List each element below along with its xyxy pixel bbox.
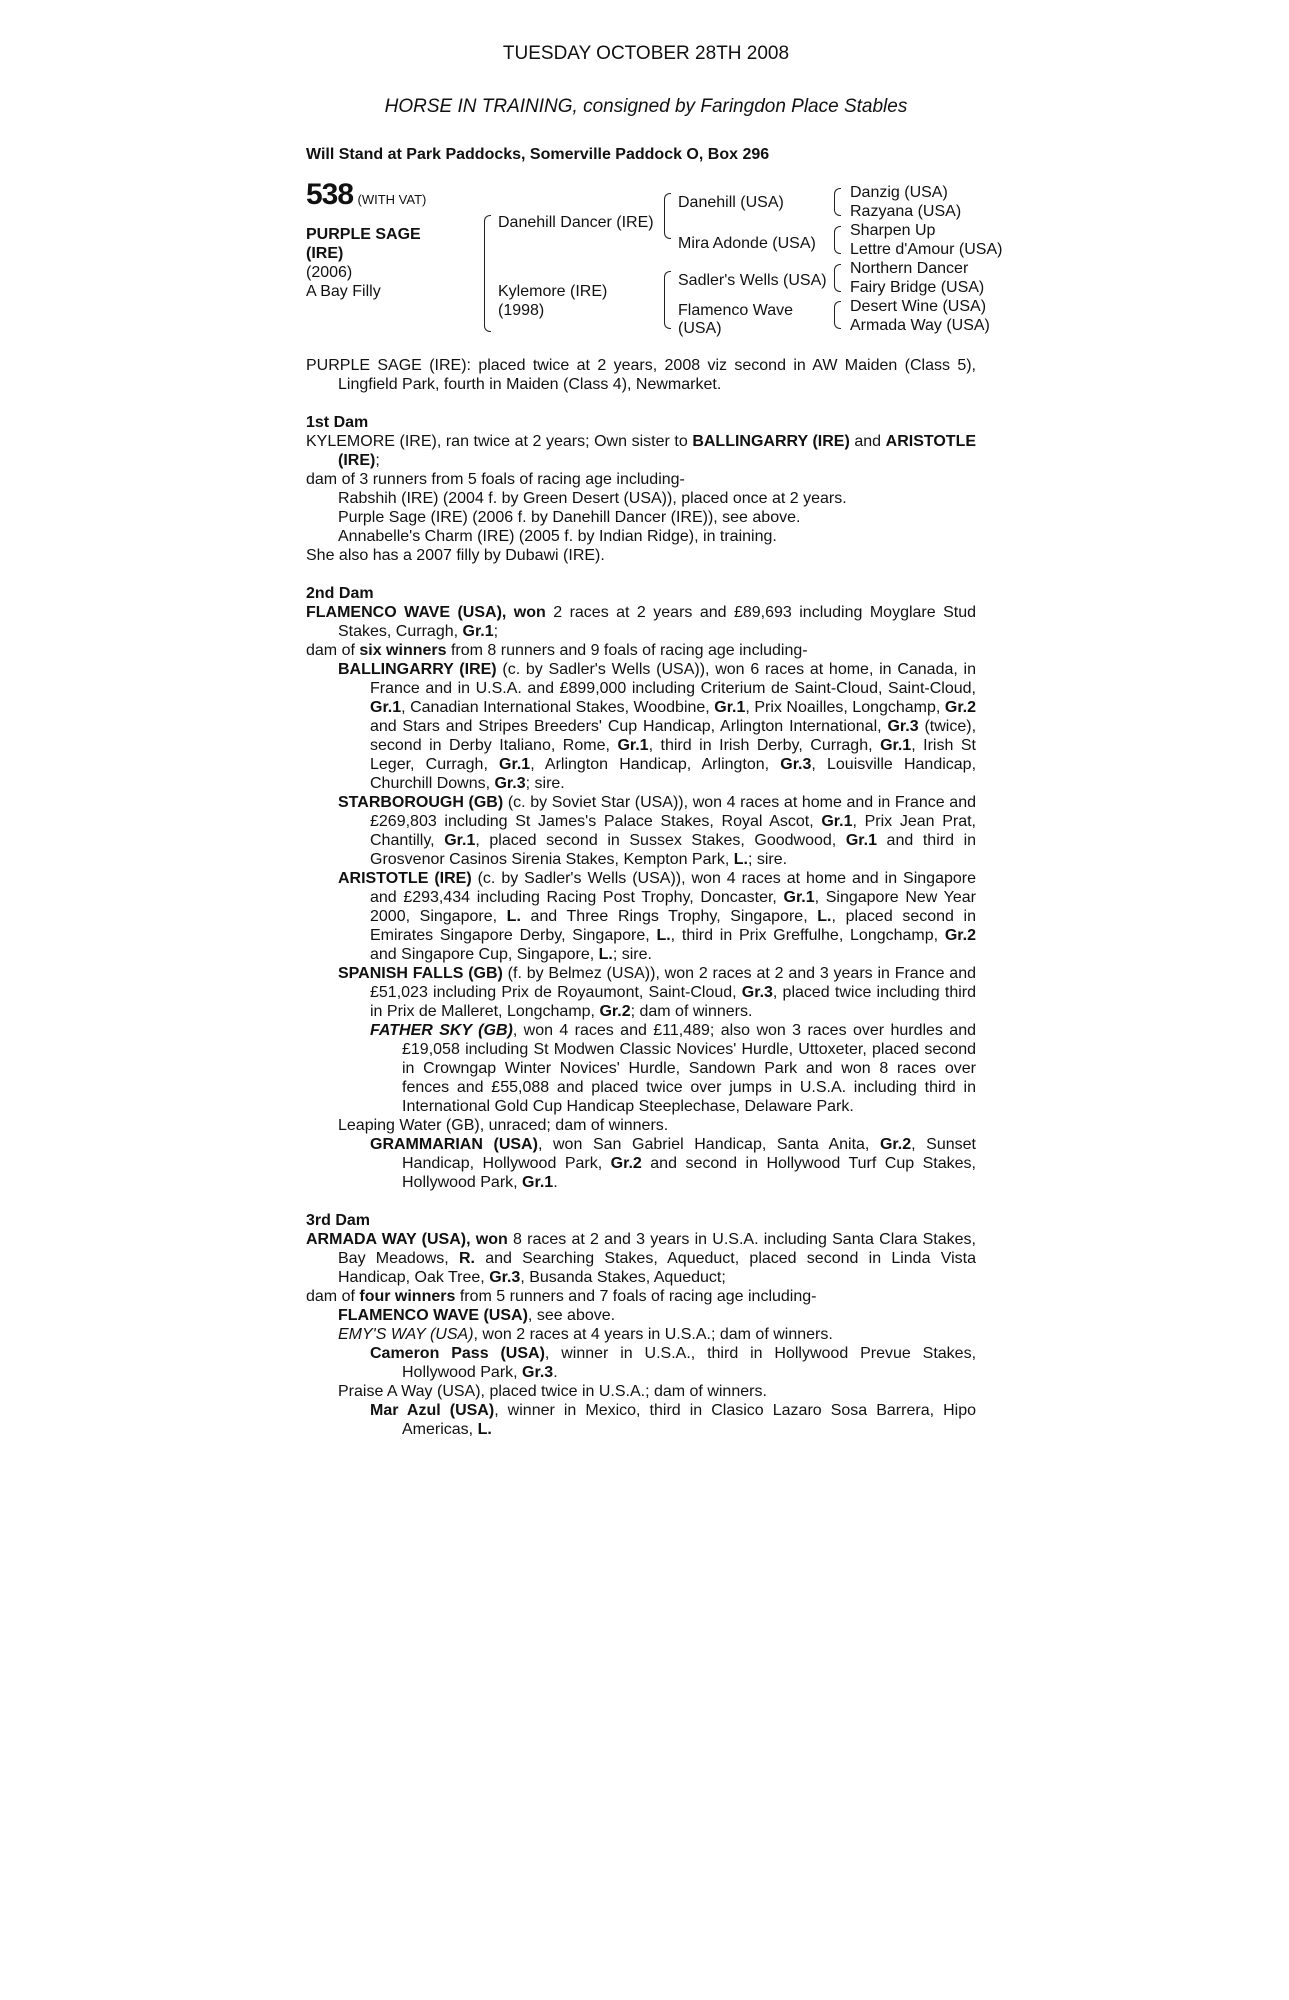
produce-entry xyxy=(306,660,976,793)
bold-run: Gr.1 xyxy=(522,1174,554,1191)
text-run: , Prix Noailles, Longchamp, xyxy=(745,699,945,716)
text-run: dam of xyxy=(306,1288,360,1305)
text-run: (c. by Soviet Star (USA)), won 4 races at home and in France and £269,803 including St James's Palace Stakes, Royal Ascot, xyxy=(370,794,976,830)
text-run: , placed second in Sussex Stakes, Goodwood, xyxy=(475,832,846,849)
dam-line2: (1998) xyxy=(498,302,545,319)
bold-run: Gr.1 xyxy=(821,813,853,830)
produce-entry xyxy=(306,964,976,1021)
text-run: and Three Rings Trophy, Singapore, xyxy=(520,908,818,925)
g3-1: Danzig (USA) xyxy=(850,184,948,201)
lot-number: 538 xyxy=(306,178,354,211)
bold-run: four winners xyxy=(359,1288,456,1305)
bold-run: Gr.3 xyxy=(887,718,919,735)
text-run: , Singapore New Year 2000, Singapore, xyxy=(370,889,976,925)
grandproduce-entry xyxy=(306,1135,976,1192)
third-dam-heading: 3rd Dam xyxy=(306,1212,371,1229)
bold-run: Gr.2 xyxy=(610,1155,642,1172)
g3-5: Northern Dancer xyxy=(850,260,969,277)
g3-4: Lettre d'Amour (USA) xyxy=(850,241,1003,258)
text-run: . xyxy=(553,1364,558,1381)
text-run: ; dam of winners. xyxy=(630,1003,753,1020)
third-dam-intro xyxy=(306,1230,976,1287)
bold-run: Gr.3 xyxy=(780,756,812,773)
text-run: , winner in U.S.A., third in Hollywood Prevue Stakes, Hollywood Park, xyxy=(402,1345,977,1381)
bold-run: Gr.3 xyxy=(741,984,773,1001)
bold-run: Gr.2 xyxy=(944,699,977,716)
bold-run: Gr.3 xyxy=(494,775,526,792)
first-dam-note: She also has a 2007 filly by Dubawi (IRE). xyxy=(306,547,605,564)
sire: Danehill Dancer (IRE) xyxy=(498,214,654,231)
text-run: . xyxy=(553,1174,558,1191)
brace-sire xyxy=(664,193,671,239)
first-dam-produce: dam of 3 runners from 5 foals of racing age including- xyxy=(306,471,685,488)
second-dam-produce: dam of six winners from 8 runners and 9 foals of racing age including- xyxy=(306,642,808,659)
text-run: ; sire. xyxy=(747,851,788,868)
foal-entry: Annabelle's Charm (IRE) (2005 f. by Indian Ridge), in training. xyxy=(338,528,777,545)
g3-8: Armada Way (USA) xyxy=(850,317,990,334)
bold-run: L. xyxy=(817,908,832,925)
sire-sire: Danehill (USA) xyxy=(678,194,784,211)
text-run: (twice), second in Derby Italiano, Rome, xyxy=(370,718,977,754)
text-run: from 5 runners and 7 foals of racing age including- xyxy=(455,1288,817,1305)
bold-run: FATHER SKY (GB) xyxy=(370,1022,513,1039)
bold-run: Gr.3 xyxy=(522,1364,554,1381)
text-run: , Canadian International Stakes, Woodbine, xyxy=(401,699,715,716)
brace-g1 xyxy=(834,188,841,216)
text-run: ; sire. xyxy=(612,946,652,963)
bold-run: Gr.3 xyxy=(489,1269,521,1286)
first-dam-heading: 1st Dam xyxy=(306,414,369,431)
lot-number-line xyxy=(306,178,427,211)
brace-dam xyxy=(664,271,671,329)
horse-name-line2: (IRE) xyxy=(306,245,344,262)
text-run: (c. by Sadler's Wells (USA)), won 4 races at home and in Singapore and £293,434 including Racing Post Trophy, Doncaster, xyxy=(370,870,976,906)
bold-run: Gr.1 xyxy=(880,737,912,754)
text-run: , won 2 races at 4 years in U.S.A.; dam of winners. xyxy=(473,1326,833,1343)
bold-run: L. xyxy=(656,927,671,944)
vat-note: (WITH VAT) xyxy=(357,192,427,207)
text-run: and second in Hollywood Turf Cup Stakes, Hollywood Park, xyxy=(402,1155,976,1191)
horse-name-line1: PURPLE SAGE xyxy=(306,226,421,243)
dam-line1: Kylemore (IRE) xyxy=(498,283,608,300)
dam-dam-line1: Flamenco Wave xyxy=(678,302,793,319)
bold-run: FLAMENCO WAVE (USA) xyxy=(338,1307,528,1324)
sire-dam: Mira Adonde (USA) xyxy=(678,235,816,252)
text-run: , Prix Jean Prat, Chantilly, xyxy=(370,813,977,849)
g3-3: Sharpen Up xyxy=(850,222,936,239)
bold-run: Cameron Pass (USA) xyxy=(370,1345,545,1362)
text-run: EMY'S WAY (USA) xyxy=(338,1326,474,1343)
text-run: and Searching Stakes, Aqueduct, placed second in Linda Vista Handicap, Oak Tree, xyxy=(338,1250,976,1286)
horse-description: A Bay Filly xyxy=(306,283,381,300)
bold-run: Mar Azul (USA) xyxy=(370,1402,495,1419)
bold-run: L. xyxy=(598,946,613,963)
race-summary: PURPLE SAGE (IRE): placed twice at 2 years, 2008 viz second in AW Maiden (Class 5), Lingfield Park, fourth in Maiden (Class 4), Newmarket. xyxy=(306,357,976,393)
bold-run: Gr.1 xyxy=(499,756,531,773)
produce-entry xyxy=(306,1306,976,1325)
text-run: (f. by Belmez (USA)), won 2 races at 2 and 3 years in France and £51,023 including Prix de Royaumont, Saint-Cloud, xyxy=(370,965,976,1001)
produce-entry xyxy=(306,1325,976,1344)
dam-sire: Sadler's Wells (USA) xyxy=(678,272,827,289)
brace-g4 xyxy=(834,301,841,329)
text-run: ; sire. xyxy=(525,775,565,792)
bold-run: Gr.2 xyxy=(944,927,976,944)
text-run: , Louisville Handicap, Churchill Downs, xyxy=(370,756,977,792)
third-dam-produce xyxy=(306,1287,976,1306)
bold-run: BALLINGARRY (IRE) xyxy=(338,661,497,678)
brace-gen1 xyxy=(484,215,491,332)
g3-2: Razyana (USA) xyxy=(850,203,962,220)
text-run: and third in Grosvenor Casinos Sirenia Stakes, Kempton Park, xyxy=(370,832,977,868)
text-run: and Stars and Stripes Breeders' Cup Handicap, Arlington International, xyxy=(370,718,888,735)
text-run: , Sunset Handicap, Hollywood Park, xyxy=(402,1136,976,1172)
bold-run: Gr.1 xyxy=(370,699,402,716)
bold-run: Gr.1 xyxy=(783,889,815,906)
foal-entry: Rabshih (IRE) (2004 f. by Green Desert (USA)), placed once at 2 years. xyxy=(338,490,847,507)
bold-run: Gr.2 xyxy=(599,1003,631,1020)
bold-run: Gr.1 xyxy=(444,832,476,849)
bold-run: L. xyxy=(733,851,748,868)
bold-run: Gr.1 xyxy=(845,832,877,849)
g3-7: Desert Wine (USA) xyxy=(850,298,987,315)
produce-entry xyxy=(306,793,976,869)
bold-run: Gr.1 xyxy=(714,699,746,716)
sale-date: TUESDAY OCTOBER 28TH 2008 xyxy=(502,43,790,64)
dam-dam-line2: (USA) xyxy=(678,320,722,337)
bold-run: L. xyxy=(477,1421,492,1438)
bold-run: GRAMMARIAN (USA) xyxy=(370,1136,538,1153)
bold-run: L. xyxy=(506,908,521,925)
bold-run: SPANISH FALLS (GB) xyxy=(338,965,503,982)
bold-run: ARMADA WAY (USA), won xyxy=(306,1231,508,1248)
text-run: , Irish St Leger, Curragh, xyxy=(370,737,977,773)
g3-6: Fairy Bridge (USA) xyxy=(850,279,985,296)
text-run: , winner in Mexico, third in Clasico Lazaro Sosa Barrera, Hipo Americas, xyxy=(402,1402,976,1438)
bold-run: ARISTOTLE (IRE) xyxy=(338,870,472,887)
bold-run: STARBOROUGH (GB) xyxy=(338,794,504,811)
text-run: , placed second in Emirates Singapore Derby, Singapore, xyxy=(370,908,976,944)
horse-meta xyxy=(306,263,381,301)
produce-entry: Leaping Water (GB), unraced; dam of winners. xyxy=(338,1117,669,1134)
grandproduce-entry xyxy=(306,1401,976,1439)
brace-g3 xyxy=(834,264,841,292)
second-dam-intro: FLAMENCO WAVE (USA), won 2 races at 2 years and £89,693 including Moyglare Stud Stakes, Curragh, Gr.1; xyxy=(306,604,977,640)
bold-run: Gr.2 xyxy=(879,1136,912,1153)
foal-entry: Purple Sage (IRE) (2006 f. by Danehill Dancer (IRE)), see above. xyxy=(338,509,801,526)
text-run: , won 4 races and £11,489; also won 3 races over hurdles and £19,058 including St Modwen Classic Novices' Hurdle, Uttoxeter, placed second in Crowngap Winter Novices' Hurdle, Sandown Park and won 8 races over fences and £55,088 and placed twice over jumps in U.S.A. including third in International Gold Cup Handicap Steeplechase, Delaware Park. xyxy=(402,1022,977,1115)
text-run: , third in Prix Greffulhe, Longchamp, xyxy=(670,927,945,944)
horse-name xyxy=(306,225,421,263)
brace-g2 xyxy=(834,226,841,254)
pedigree-body xyxy=(306,356,976,1439)
text-run: and Singapore Cup, Singapore, xyxy=(370,946,599,963)
text-run: , third in Irish Derby, Curragh, xyxy=(648,737,881,754)
second-dam-heading: 2nd Dam xyxy=(306,585,374,602)
bold-run: Gr.1 xyxy=(617,737,649,754)
foaling-year: (2006) xyxy=(306,264,353,281)
text-run: , see above. xyxy=(527,1307,616,1324)
produce-entry: Praise A Way (USA), placed twice in U.S.A.; dam of winners. xyxy=(338,1383,767,1400)
first-dam-intro: KYLEMORE (IRE), ran twice at 2 years; Own sister to BALLINGARRY (IRE) and ARISTOTLE (IRE); xyxy=(306,433,977,469)
bold-run: R. xyxy=(458,1250,475,1267)
text-run: (c. by Sadler's Wells (USA)), won 6 races at home, in Canada, in France and in U.S.A. and £899,000 including Criterium de Saint-Cloud, Saint-Cloud, xyxy=(370,661,977,697)
grandproduce-entry xyxy=(306,1021,976,1116)
text-run: , won San Gabriel Handicap, Santa Anita, xyxy=(537,1136,880,1153)
stand-location: Will Stand at Park Paddocks, Somerville Paddock O, Box 296 xyxy=(306,146,770,163)
pedigree-table xyxy=(306,178,1026,337)
text-run: , Arlington Handicap, Arlington, xyxy=(530,756,781,773)
consignor-line: HORSE IN TRAINING, consigned by Faringdon Place Stables xyxy=(384,96,908,117)
text-run: , placed twice including third in Prix de Malleret, Longchamp, xyxy=(370,984,976,1020)
text-run: 8 races at 2 and 3 years in U.S.A. including Santa Clara Stakes, Bay Meadows, xyxy=(338,1231,976,1267)
text-run: , Busanda Stakes, Aqueduct; xyxy=(520,1269,726,1286)
produce-entry xyxy=(306,869,976,964)
grandproduce-entry xyxy=(306,1344,976,1382)
